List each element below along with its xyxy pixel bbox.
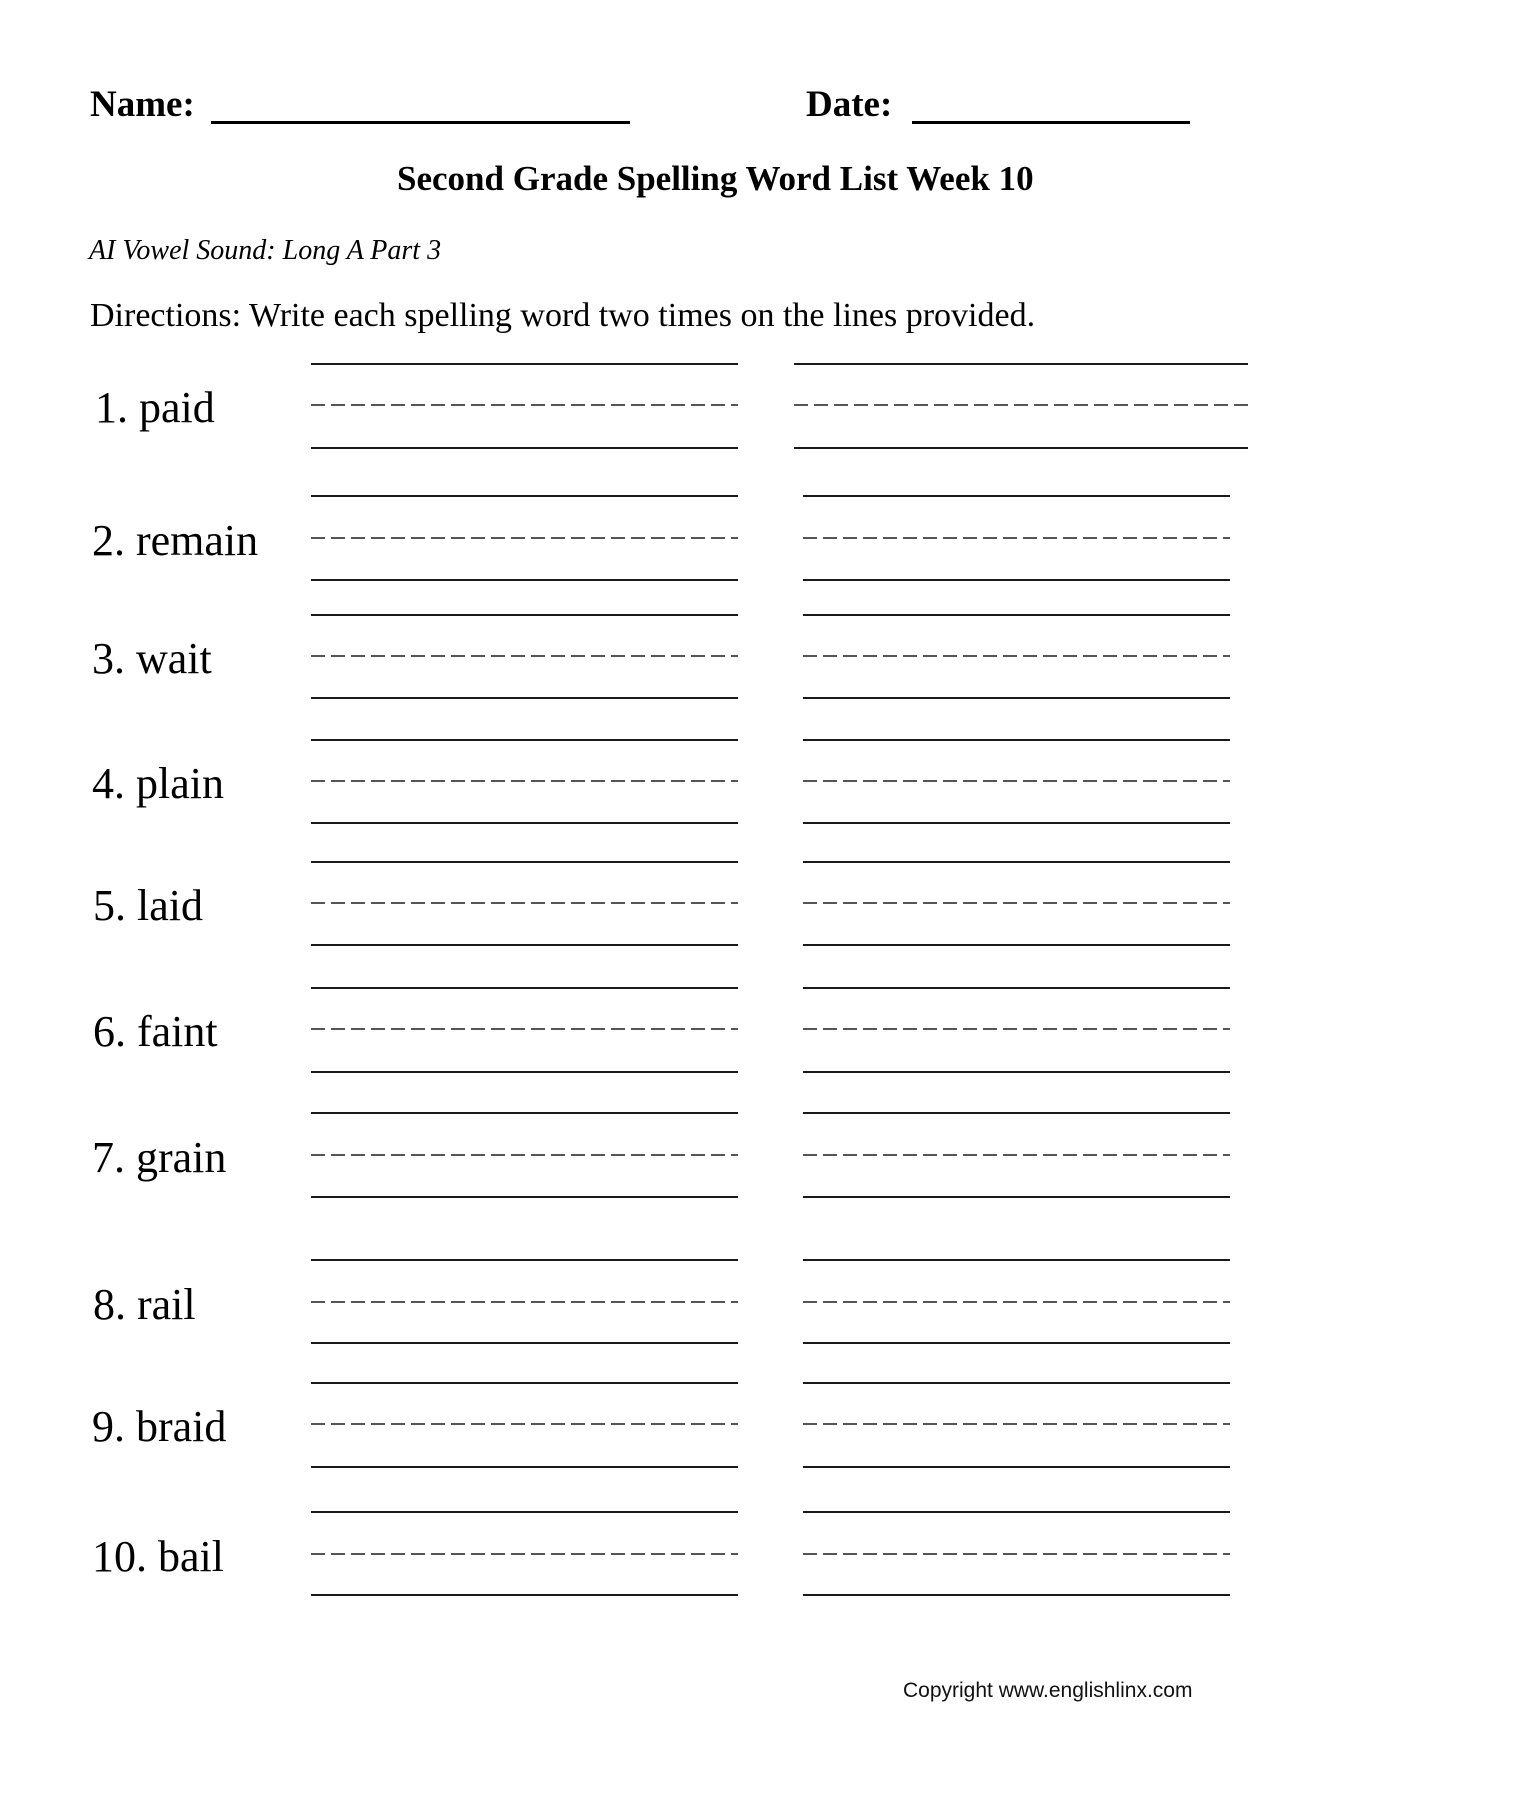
directions: Directions: Write each spelling word two times on the lines provided. [90,297,1036,334]
writing-lines-4-1[interactable] [311,739,738,824]
top-line [311,495,738,497]
baseline [311,1071,738,1073]
baseline [311,822,738,824]
top-line [803,1259,1230,1261]
midline-dashed [803,780,1230,782]
writing-lines-4-2[interactable] [803,739,1230,824]
baseline [311,447,738,449]
date-label: Date: [806,84,893,125]
top-line [311,363,738,365]
midline-dashed [311,404,738,406]
top-line [803,1112,1230,1114]
midline-dashed [803,1154,1230,1156]
spelling-word-9: 9. braid [92,1402,227,1451]
writing-lines-10-1[interactable] [311,1511,738,1596]
name-label: Name: [90,84,195,125]
writing-lines-2-2[interactable] [803,495,1230,581]
midline-dashed [794,404,1248,406]
writing-lines-1-2[interactable] [794,363,1248,449]
spelling-word-10: 10. bail [92,1532,224,1581]
midline-dashed [311,655,738,657]
top-line [803,861,1230,863]
midline-dashed [803,1301,1230,1303]
writing-lines-3-1[interactable] [311,614,738,699]
writing-lines-2-1[interactable] [311,495,738,581]
top-line [311,861,738,863]
writing-lines-9-2[interactable] [803,1382,1230,1468]
baseline [803,697,1230,699]
writing-lines-6-2[interactable] [803,987,1230,1073]
writing-lines-5-1[interactable] [311,861,738,946]
midline-dashed [311,1423,738,1425]
page-title: Second Grade Spelling Word List Week 10 [397,159,1034,198]
subtitle: AI Vowel Sound: Long A Part 3 [89,235,442,266]
midline-dashed [803,902,1230,904]
baseline [311,697,738,699]
writing-lines-6-1[interactable] [311,987,738,1073]
baseline [311,579,738,581]
midline-dashed [803,655,1230,657]
spelling-word-7: 7. grain [92,1133,227,1182]
baseline [311,1342,738,1344]
baseline [803,1466,1230,1468]
writing-lines-7-1[interactable] [311,1112,738,1198]
spelling-word-4: 4. plain [92,759,224,808]
writing-lines-7-2[interactable] [803,1112,1230,1198]
baseline [311,1594,738,1596]
date-field[interactable] [912,121,1190,124]
midline-dashed [803,1553,1230,1555]
top-line [311,739,738,741]
writing-lines-8-2[interactable] [803,1259,1230,1344]
writing-lines-1-1[interactable] [311,363,738,449]
midline-dashed [311,1301,738,1303]
spelling-word-1: 1. paid [95,383,215,432]
midline-dashed [311,1028,738,1030]
midline-dashed [311,780,738,782]
top-line [311,614,738,616]
spelling-word-6: 6. faint [93,1007,218,1056]
midline-dashed [311,537,738,539]
top-line [803,495,1230,497]
name-field[interactable] [211,121,630,124]
midline-dashed [311,902,738,904]
top-line [803,739,1230,741]
top-line [311,1382,738,1384]
top-line [803,614,1230,616]
baseline [794,447,1248,449]
top-line [803,1382,1230,1384]
top-line [803,1511,1230,1513]
spelling-word-2: 2. remain [92,516,259,565]
midline-dashed [803,1028,1230,1030]
midline-dashed [311,1553,738,1555]
copyright-text: Copyright www.englishlinx.com [903,1679,1193,1702]
spelling-word-3: 3. wait [92,634,212,683]
writing-lines-9-1[interactable] [311,1382,738,1468]
top-line [311,1259,738,1261]
baseline [803,822,1230,824]
top-line [311,1511,738,1513]
baseline [803,579,1230,581]
spelling-word-5: 5. laid [93,881,203,930]
baseline [803,944,1230,946]
baseline [311,944,738,946]
top-line [803,987,1230,989]
baseline [803,1196,1230,1198]
midline-dashed [803,537,1230,539]
baseline [311,1466,738,1468]
midline-dashed [803,1423,1230,1425]
top-line [794,363,1248,365]
midline-dashed [311,1154,738,1156]
writing-lines-8-1[interactable] [311,1259,738,1344]
baseline [311,1196,738,1198]
top-line [311,987,738,989]
spelling-word-8: 8. rail [93,1280,196,1329]
top-line [311,1112,738,1114]
baseline [803,1071,1230,1073]
writing-lines-5-2[interactable] [803,861,1230,946]
baseline [803,1342,1230,1344]
writing-lines-10-2[interactable] [803,1511,1230,1596]
baseline [803,1594,1230,1596]
writing-lines-3-2[interactable] [803,614,1230,699]
